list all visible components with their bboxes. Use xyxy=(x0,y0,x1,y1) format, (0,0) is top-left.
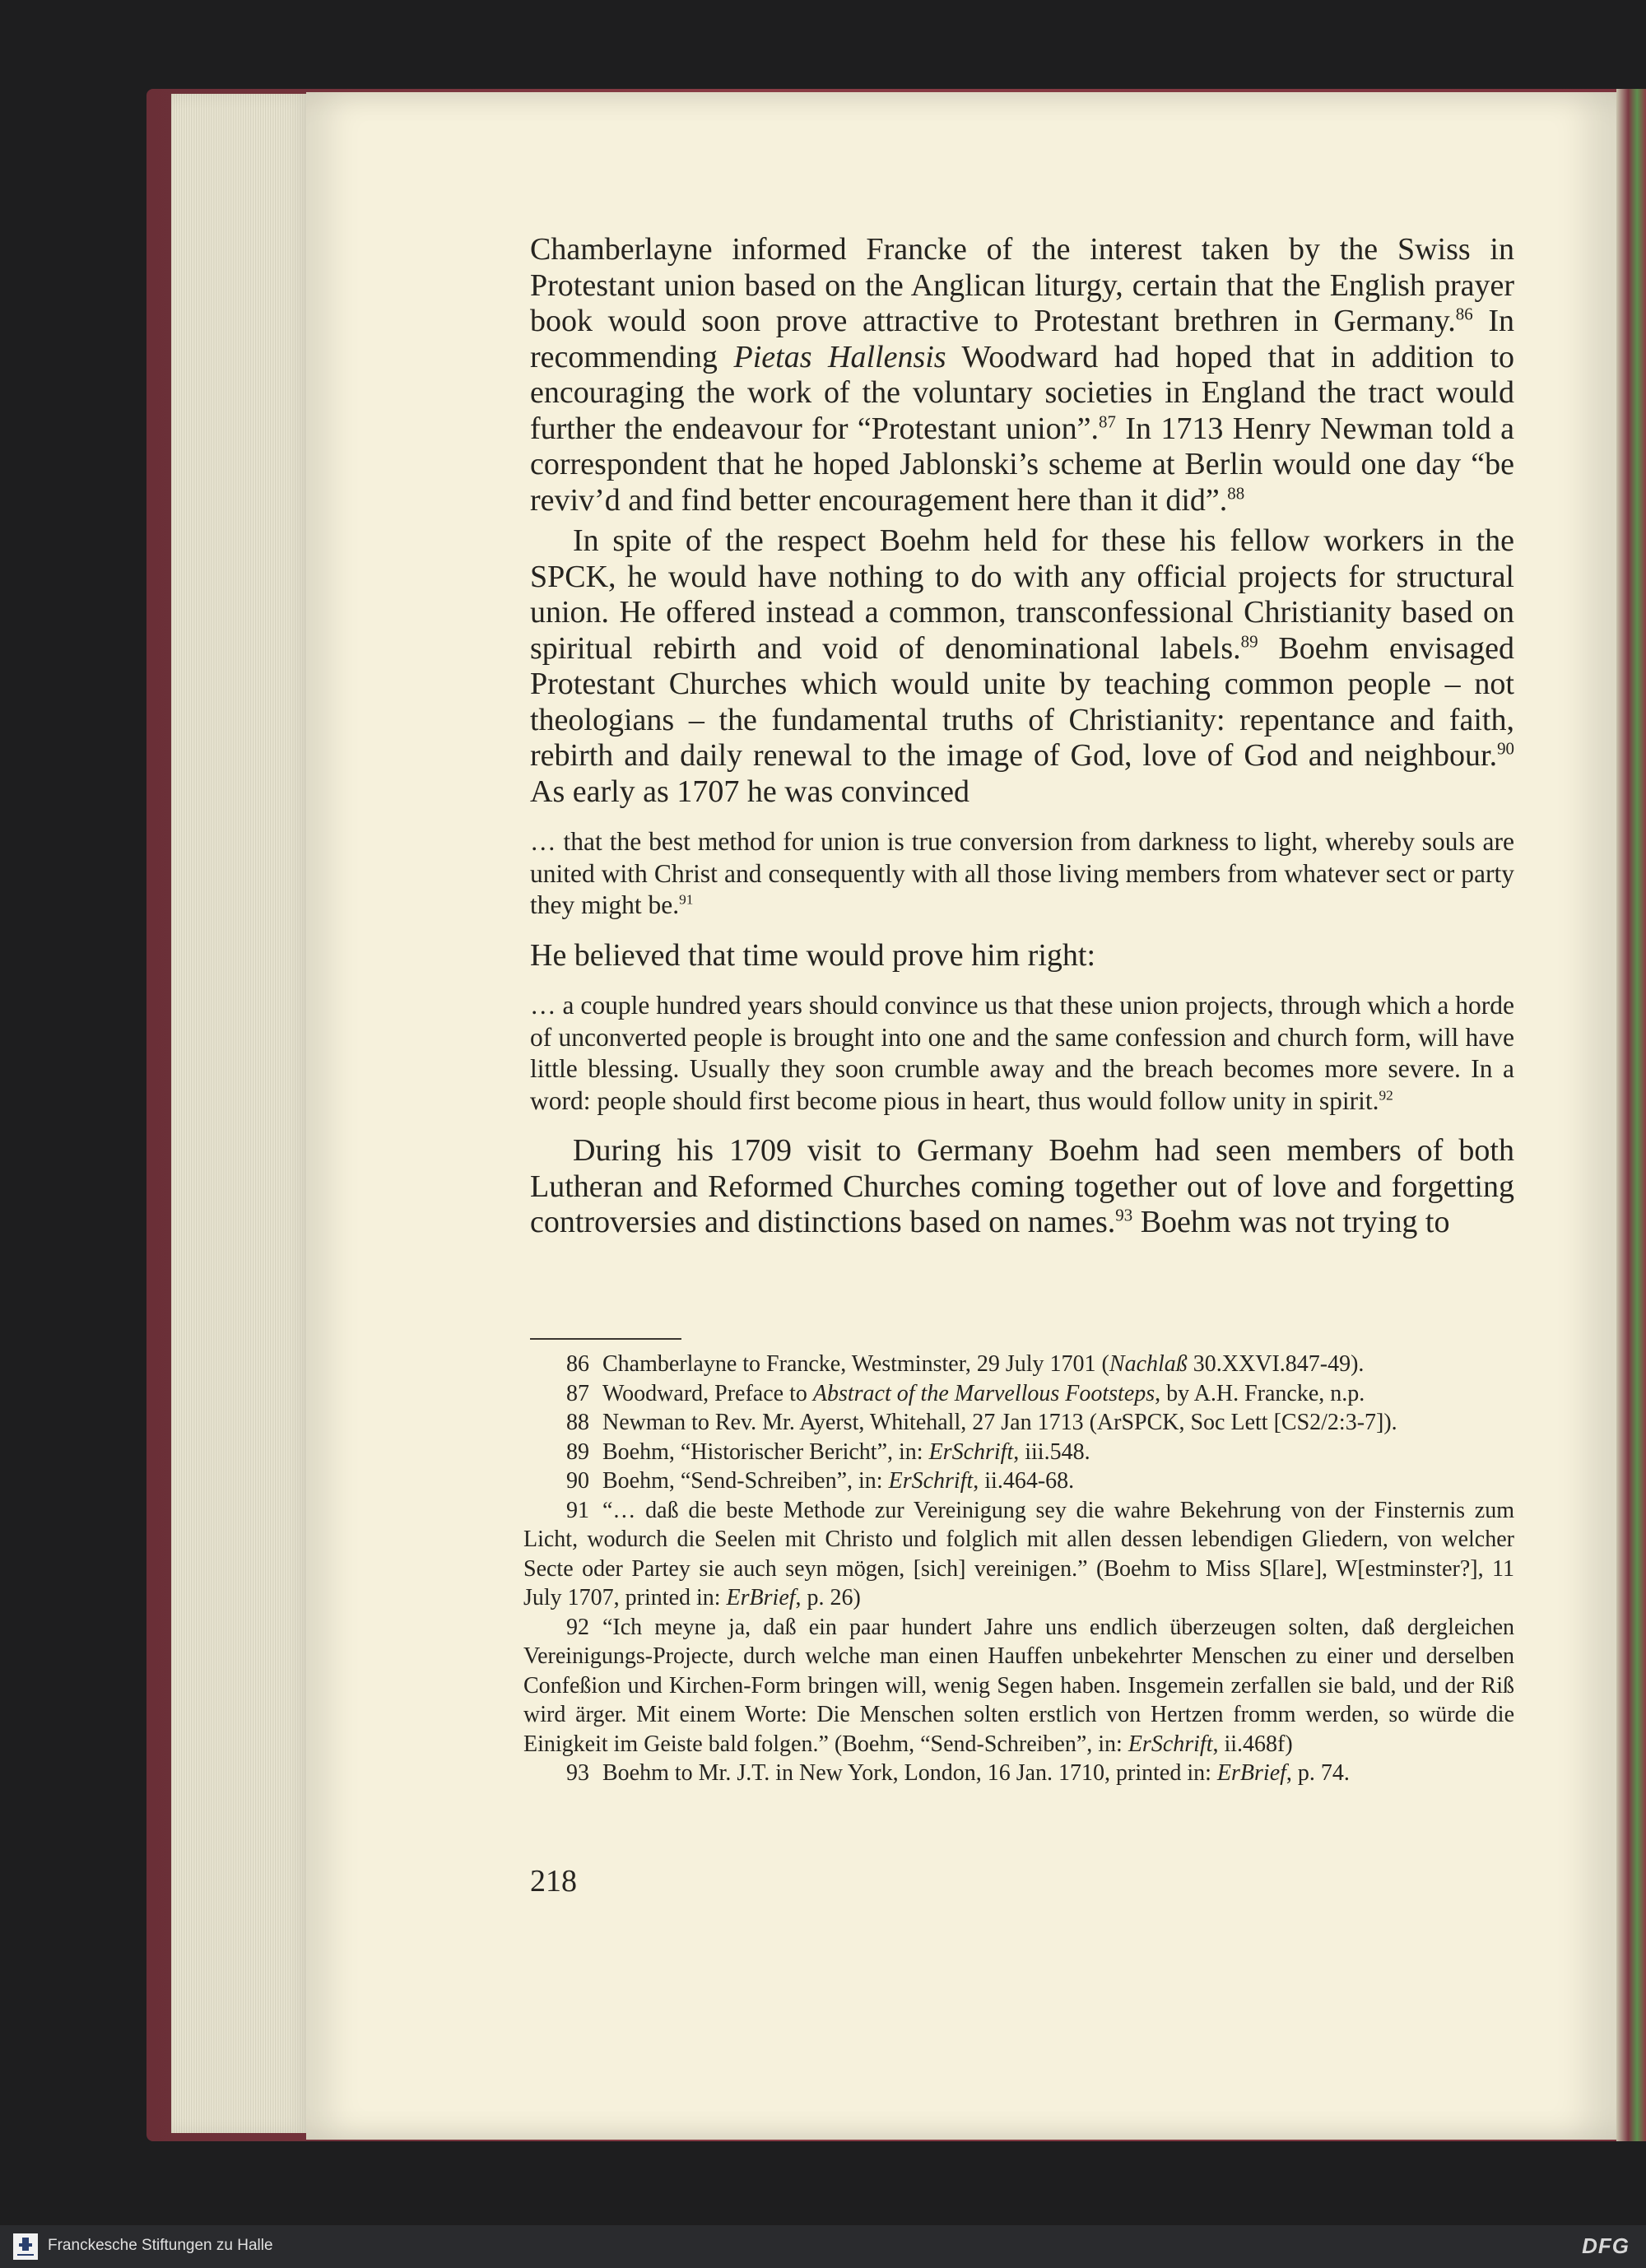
footnotes xyxy=(523,1350,1514,1788)
paragraph-2: In spite of the respect Boehm held for these his fellow workers in the SPCK, he would have nothing to do with any official projects for structural union. He offered instead a common, transconfessional Christianity based on spiritual rebirth and void of denominational labels.$^{89}$ Boehm envisaged Protestant Churches which would unite by teaching common people – not theologians – the fundamental truths of Christianity: repentance and faith, rebirth and daily renewal to the image of God, love of God and neighbour.$^{90}$ As early as 1707 he was convinced xyxy=(530,523,1514,809)
body-text xyxy=(530,232,1514,1241)
footnote-ref-89: 89 xyxy=(1240,630,1258,651)
institution-logo-icon xyxy=(13,2233,38,2260)
footnote-ref-93: 93 xyxy=(1115,1205,1133,1225)
footnote-91: 91 “… daß die beste Methode zur Vereinigung sey die wahre Bekehrung von der Finsternis zum Licht, wodurch die Seelen mit Christo und folglich mit allen dessen lebendigen Gliedern, von welcher Secte oder Partey sie auch seyn mögen, [sich] vereinigen.” (Boehm to Miss S[lare], W[estminster?], 11 July 1707, printed in: ErBrief, p. 26) xyxy=(523,1497,1514,1610)
footnote-89: 89 Boehm, “Historischer Bericht”, in: ErSchrift, iii.548. xyxy=(566,1438,1090,1465)
viewer-footer-bar xyxy=(0,2225,1646,2268)
footnote-87: 87 Woodward, Preface to Abstract of the Marvellous Footsteps, by A.H. Francke, n.p. xyxy=(566,1380,1365,1406)
footnote-93: 93 Boehm to Mr. J.T. in New York, London, 16 Jan. 1710, printed in: ErBrief, p. 74. xyxy=(566,1760,1350,1786)
footnote-ref-88: 88 xyxy=(1227,482,1245,503)
block-quote-1: … that the best method for union is true conversion from darkness to light, whereby souls are united with Christ and consequently with all those living members from whatever sect or party they might be.$^{91}$ xyxy=(530,827,1514,919)
footnote-ref-90: 90 xyxy=(1497,738,1514,759)
paragraph-1: Chamberlayne informed Francke of the interest taken by the Swiss in Protestant union based on the Anglican liturgy, certain that the English prayer book would soon prove attractive to Protestant brethren in Germany.$^{86}$ In recommending Pietas Hallensis Woodward had hoped that in addition to encouraging the work of the voluntary societies in England the tract would further the endeavour for “Protestant union”.$^{87}$ In 1713 Henry Newman told a correspondent that he hoped Jablonski’s scheme at Berlin would one day “be reviv’d and find better encouragement here than it did”.$^{88}$ xyxy=(530,232,1515,518)
footnote-88: 88 Newman to Rev. Mr. Ayerst, Whitehall, 27 Jan 1713 (ArSPCK, Soc Lett [CS2/2:3-7]). xyxy=(566,1410,1397,1435)
footnote-86: 86 Chamberlayne to Francke, Westminster, 29 July 1701 (Nachlaß 30.XXVI.847-49). xyxy=(566,1351,1365,1377)
footnote-ref-86: 86 xyxy=(1455,304,1473,324)
book-gutter xyxy=(1616,89,1646,2141)
dfg-logo: DFG xyxy=(1582,2233,1630,2258)
paragraph-3: He believed that time would prove him right: xyxy=(530,937,1096,973)
paragraph-4: During his 1709 visit to Germany Boehm had seen members of both Lutheran and Reformed Churches coming together out of love and forgetting controversies and distinctions based on names.$^{93}$ Boehm was not trying to xyxy=(530,1133,1514,1239)
footnote-ref-92: 92 xyxy=(1379,1087,1393,1103)
page-number: 218 xyxy=(530,1864,577,1899)
footnote-ref-91: 91 xyxy=(679,891,694,908)
footnote-92: 92 “Ich meyne ja, daß ein paar hundert Jahre uns endlich überzeugen solten, daß dergleichen Vereinigungs-Projecte, durch welche man einen Hauffen unbekehrter Menschen zu einer und derselben Confeßion und Kirchen-Form bringen will, wenig Segen haben. Insgemein zerfallen sie bald, und der Riß wird ärger. Mit einem Worte: Die Menschen solten erstlich von Hertzen fromm werden, so würde die Einigkeit im Geiste bald folgen.” (Boehm, “Send-Schreiben”, in: ErSchrift, ii.468f) xyxy=(523,1614,1514,1757)
block-quote-2: … a couple hundred years should convince us that these union projects, through which a horde of unconverted people is brought into one and the same confession and church form, will have little blessing. Usually they soon crumble away and the breach becomes more severe. In a word: people should first become pious in heart, thus would follow unity in spirit.$^{92}$ xyxy=(530,991,1514,1115)
institution-name: Franckesche Stiftungen zu Halle xyxy=(48,2237,273,2254)
footnote-ref-87: 87 xyxy=(1099,411,1116,431)
footnote-rule xyxy=(530,1338,681,1340)
page-edges xyxy=(171,94,311,2133)
footnote-90: 90 Boehm, “Send-Schreiben”, in: ErSchrift, ii.464-68. xyxy=(566,1468,1075,1494)
